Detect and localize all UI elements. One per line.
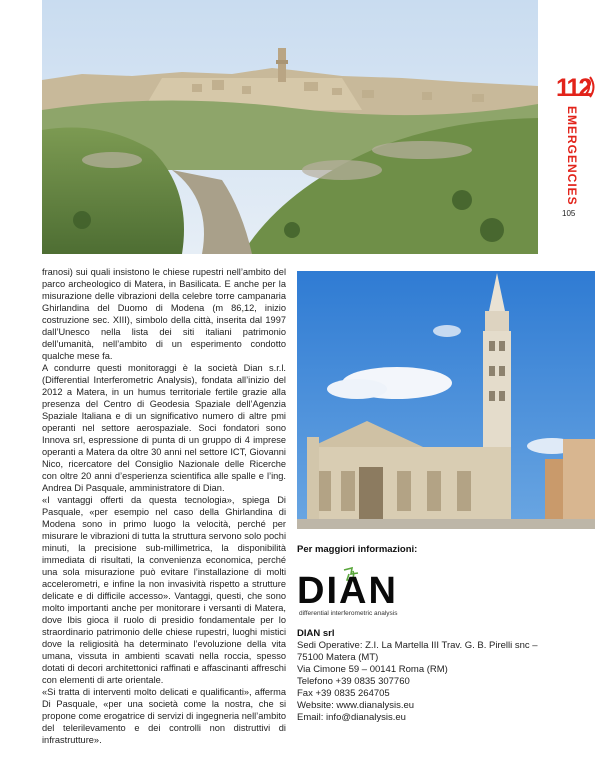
website-link[interactable]: Website: www.dianalysis.eu [297, 700, 415, 711]
article-column [42, 266, 286, 746]
contact-line: Telefono +39 0835 307760 [297, 676, 410, 687]
contact-line: 75100 Matera (MT) [297, 652, 379, 663]
contact-line: Via Cimone 59 – 00141 Roma (RM) [297, 664, 448, 675]
magazine-tab [556, 76, 595, 216]
article-paragraph: «Si tratta di interventi molto delicati e qualificanti», afferma Di Pasquale, «per una società come la nostra, che si propone come erogatrice di servizi di ingegneria nell’ambito del telerilevamento e dei controlli non distruttivi di infrastrutture». [42, 687, 286, 745]
modena-cathedral-photo [297, 271, 595, 529]
magazine-logo-word: EMERGENCIES [565, 106, 579, 206]
contact-line: Fax +39 0835 264705 [297, 688, 390, 699]
info-heading: Per maggiori informazioni: [297, 544, 418, 555]
dian-logo [297, 566, 422, 620]
page-number: 105 [562, 209, 576, 218]
dian-logo-tagline: differential interferometric analysis [299, 610, 398, 617]
company-contacts [297, 628, 592, 724]
contact-line: Sedi Operative: Z.I. La Martella III Trav. G. B. Pirelli snc – [297, 640, 538, 651]
company-name: DIAN srl [297, 628, 335, 639]
article-paragraph: A condurre questi monitoraggi è la società Dian s.r.l. (Differential Interferometric Analysis), fondata all’inizio del 2012 a Matera, in un humus territoriale fertile grazie alla presenza del Centro di Geodesia Spaziale dell’Agenzia Spaziale Italiana e di un significativo numero di altre pmi operanti nel settore aerospaziale. Soci fondatori sono Innova srl, espressione di punta di un gruppo di 4 imprese operanti a Matera da oltre 30 anni nel settore ICT, Giovanni Nico, ricercatore del Consiglio Nazionale delle Ricerche con oltre 20 anni d’esperienza scientifica alle spalle e l’ing. Andrea Di Pasquale, amministratore di Dian. [42, 363, 286, 493]
signal-waves-icon [584, 76, 595, 98]
article-paragraph: «I vantaggi offerti da questa tecnologia», spiega Di Pasquale, «per esempio nel caso della Ghirlandina di Modena sono in primo luogo la velocità, perché per misurare le vibrazioni di tutta la struttura servono solo pochi minuti, la precisione sub-millimetrica, la disponibilità immediata di risultati, la convenienza economica, perché una sola misurazione può evitare l’installazione di molti accelerometri, e infine la non invasività rispetto a strutture delicate e di difficile accesso». Vantaggi, questi, che sono molto importanti anche per monitorare i versanti di Matera, dove Ibis gioca il ruolo di presidio fondamentale per lo straordinario patrimonio delle chiese rupestri, luoghi mistici dove la religiosità ha determinato l’evoluzione della vita umana, vissuta in ambienti scavati nella roccia, spesso dotati di decori architettonici raffinati e affascinanti affreschi con elementi di arte orientale. [42, 495, 286, 685]
magazine-logo-number: 112 [556, 74, 591, 102]
article-paragraph: franosi) sui quali insistono le chiese rupestri nell’ambito del parco archeologico di Matera, in Basilicata. E anche per la misurazione delle vibrazioni della celebre torre campanaria Ghirlandina del Duomo di Modena (m 86,12, inizio costruzione sec. XIII), simbolo della città, inserita dal 1997 dall’Unesco nella lista dei siti italiani patrimonio dell’umanità, nell’ambito di un esperimento condotto qualche mese fa. [42, 267, 286, 361]
email-link[interactable]: Email: info@dianalysis.eu [297, 712, 406, 723]
dian-logo-word: DIAN [297, 570, 398, 612]
matera-photo [42, 0, 538, 254]
